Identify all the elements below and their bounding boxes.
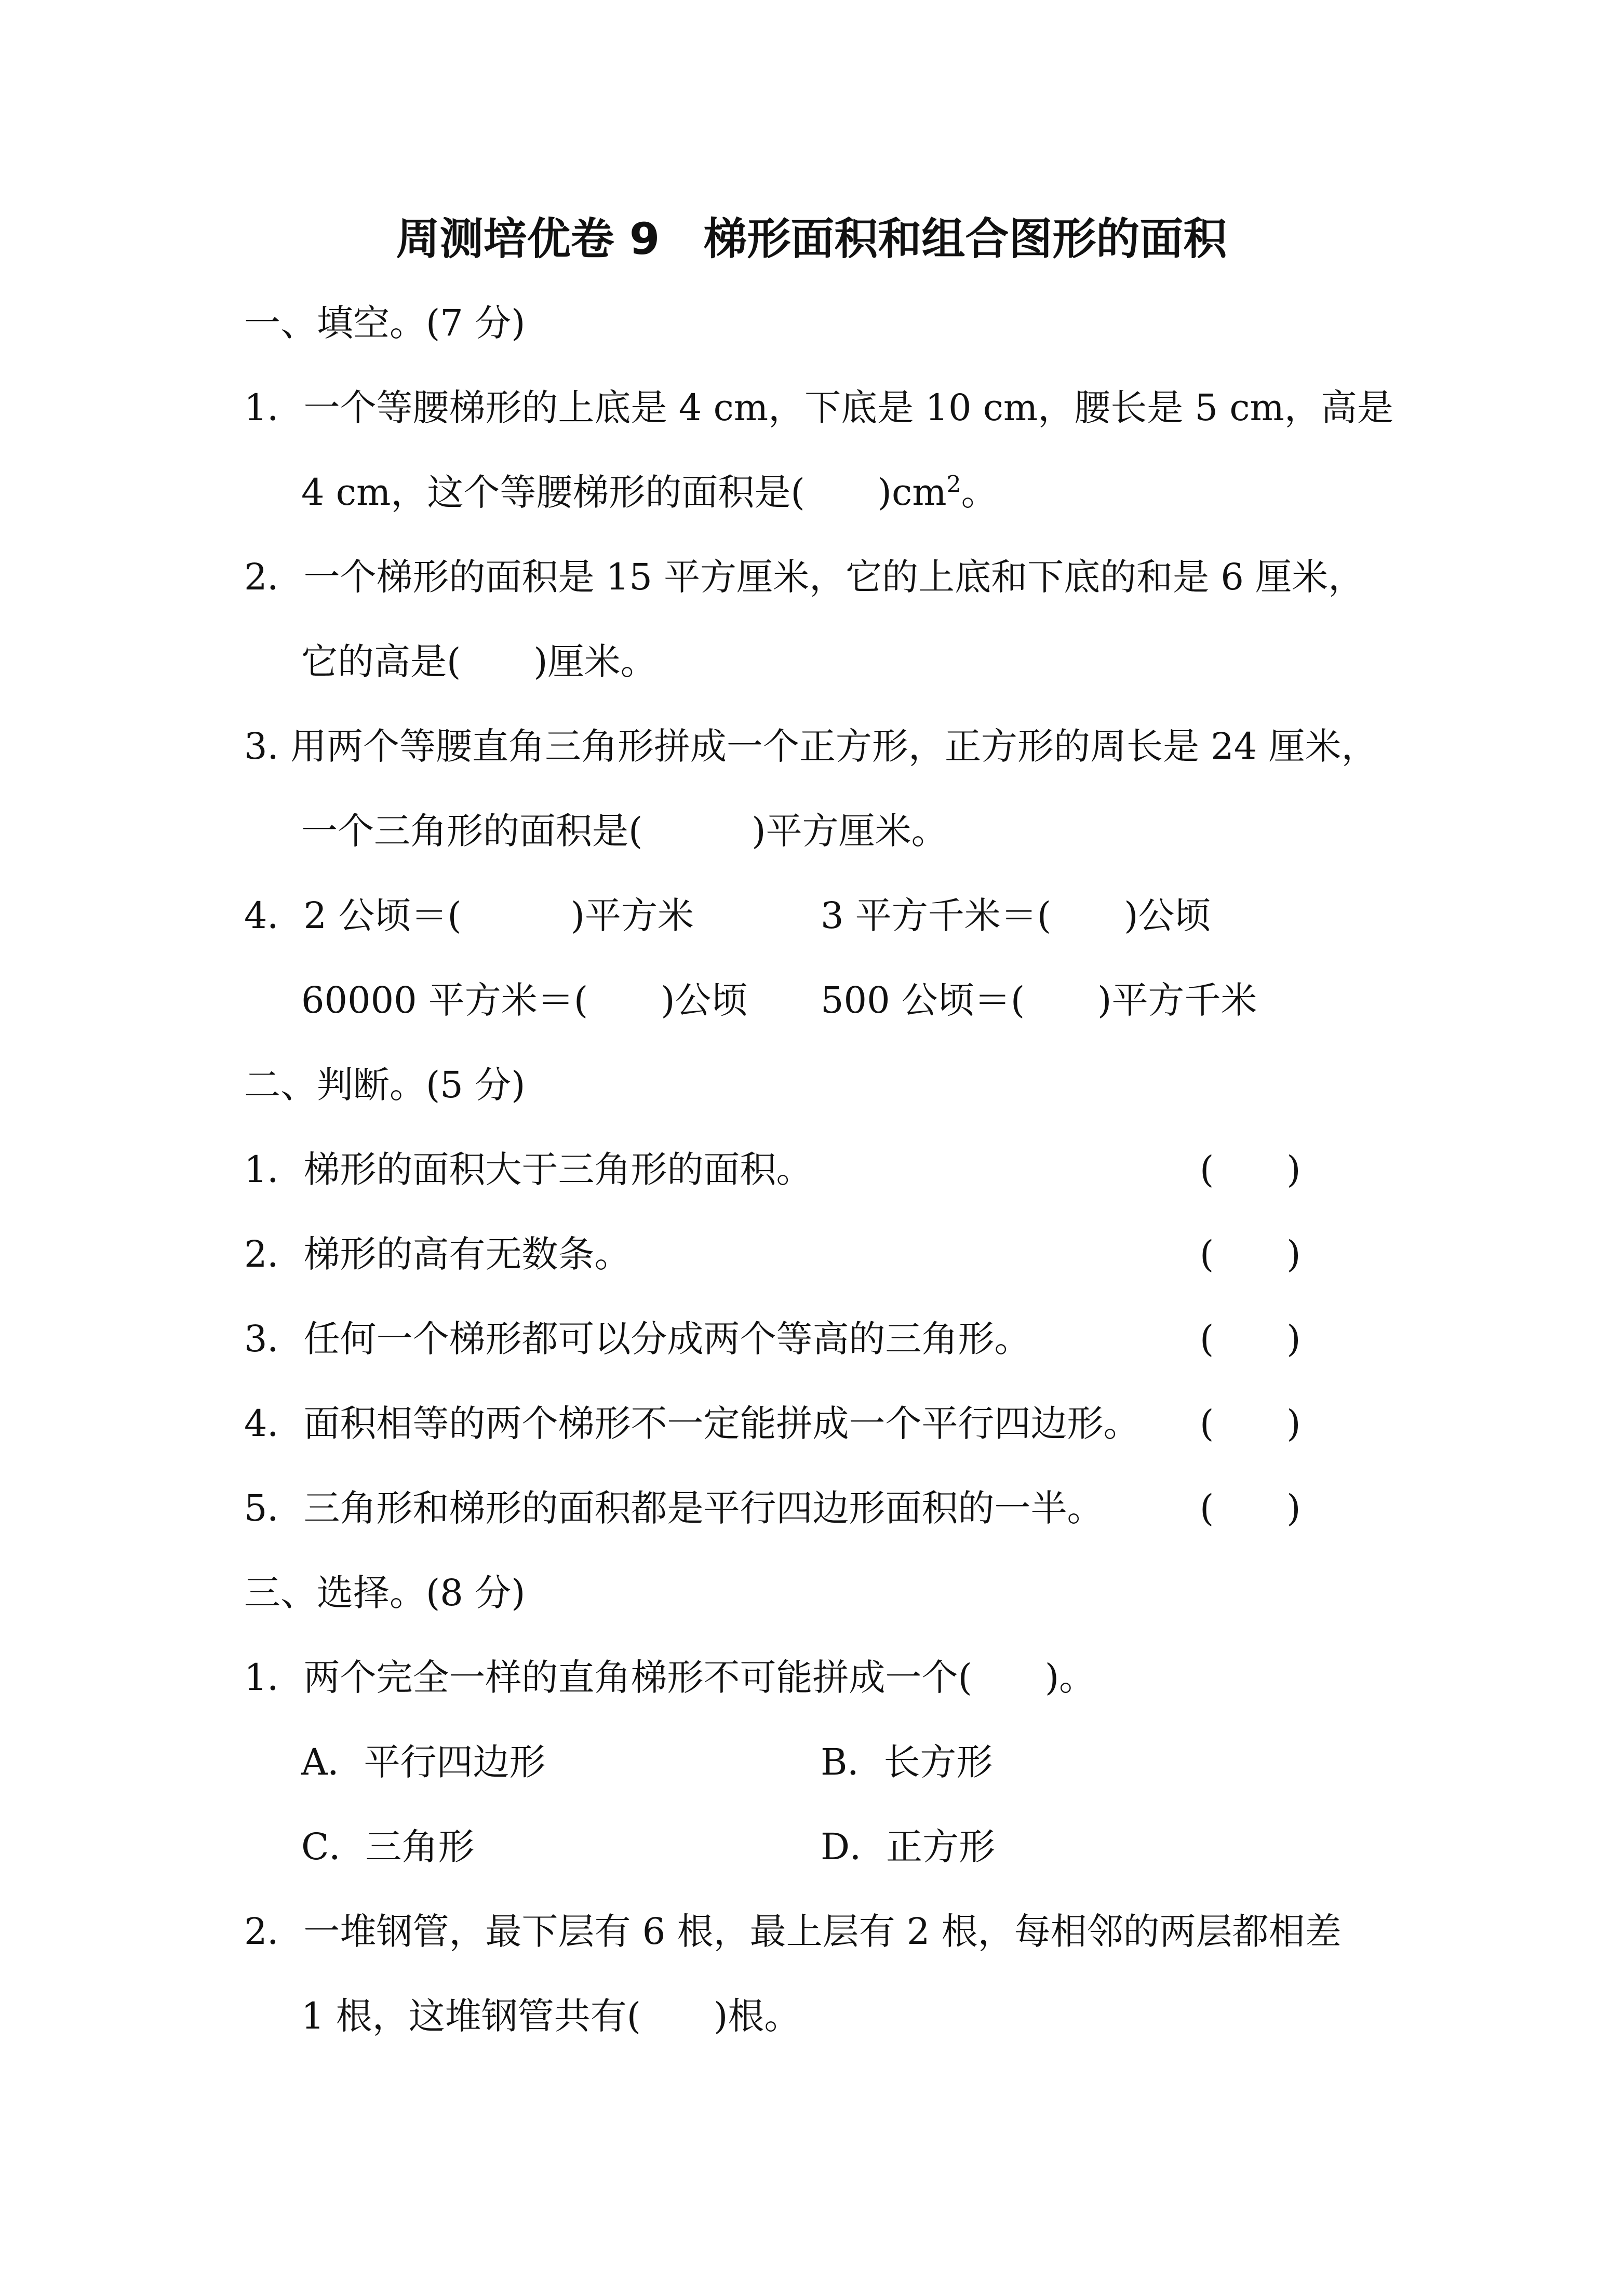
s1-q1-line2-end: 。 bbox=[961, 471, 998, 514]
s3-q1-option-d: D．正方形 bbox=[821, 1825, 996, 1868]
s3-q1-option-c: C．三角形 bbox=[301, 1825, 475, 1868]
s2-answer-paren-5: ( ) bbox=[1200, 1487, 1301, 1529]
s3-q2-line2: 1 根，这堆钢管共有( )根。 bbox=[301, 1995, 801, 2037]
s1-q1-line2 bbox=[301, 466, 998, 518]
s2-item-5: 5．三角形和梯形的面积都是平行四边形面积的一半。 bbox=[244, 1487, 1104, 1529]
s3-q1-option-a: A．平行四边形 bbox=[301, 1741, 546, 1783]
s2-answer-paren-3: ( ) bbox=[1200, 1318, 1301, 1360]
s1-q2-line1: 2．一个梯形的面积是 15 平方厘米，它的上底和下底的和是 6 厘米， bbox=[244, 556, 1365, 598]
section2-heading: 二、判断。(5 分) bbox=[244, 1064, 526, 1106]
s2-item-3: 3．任何一个梯形都可以分成两个等高的三角形。 bbox=[244, 1318, 1031, 1360]
s2-item-1: 1．梯形的面积大于三角形的面积。 bbox=[244, 1148, 813, 1191]
s1-q4-item3: 60000 平方米＝( )公顷 bbox=[301, 979, 748, 1022]
s1-q4-item2: 3 平方千米＝( )公顷 bbox=[821, 894, 1211, 937]
s1-q1-line1: 1．一个等腰梯形的上底是 4 cm，下底是 10 cm，腰长是 5 cm，高是 bbox=[244, 386, 1393, 429]
s1-q3-line2: 一个三角形的面积是( )平方厘米。 bbox=[301, 810, 948, 852]
s1-q4-item1: 4．2 公顷＝( )平方米 bbox=[244, 894, 694, 937]
s1-q3-line1: 3. 用两个等腰直角三角形拼成一个正方形，正方形的周长是 24 厘米， bbox=[244, 725, 1378, 768]
s2-answer-paren-2: ( ) bbox=[1200, 1233, 1301, 1275]
s1-q2-line2: 它的高是( )厘米。 bbox=[301, 640, 657, 683]
s2-answer-paren-1: ( ) bbox=[1200, 1148, 1301, 1191]
s1-q1-line2-text: 4 cm，这个等腰梯形的面积是( )cm bbox=[301, 471, 947, 514]
s3-q1-option-b: B．长方形 bbox=[821, 1741, 993, 1783]
s3-q2-line1: 2．一堆钢管，最下层有 6 根，最上层有 2 根，每相邻的两层都相差 bbox=[244, 1910, 1342, 1953]
page-title: 周测培优卷 9 梯形面积和组合图形的面积 bbox=[396, 213, 1227, 264]
section1-heading: 一、填空。(7 分) bbox=[244, 302, 526, 344]
s2-item-4: 4．面积相等的两个梯形不一定能拼成一个平行四边形。 bbox=[244, 1402, 1140, 1445]
s1-q1-superscript: 2 bbox=[946, 471, 961, 498]
s1-q4-item4: 500 公顷＝( )平方千米 bbox=[821, 979, 1257, 1022]
s2-answer-paren-4: ( ) bbox=[1200, 1402, 1301, 1445]
s2-item-2: 2．梯形的高有无数条。 bbox=[244, 1233, 631, 1275]
s3-q1-stem: 1．两个完全一样的直角梯形不可能拼成一个( )。 bbox=[244, 1656, 1096, 1699]
section3-heading: 三、选择。(8 分) bbox=[244, 1572, 526, 1614]
